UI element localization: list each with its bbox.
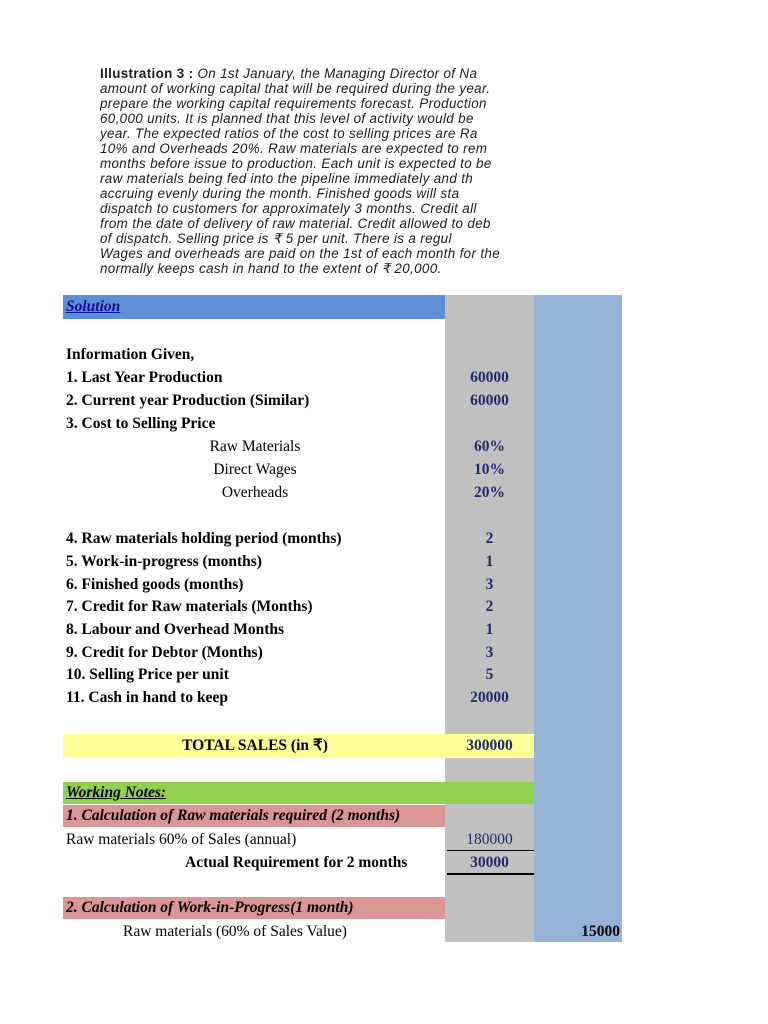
illustration-line: dispatch to customers for approximately 3 months. Credit all [100,201,477,216]
period-label: 10. Selling Price per unit [66,666,229,683]
value-column-blue [534,295,622,942]
illustration-line: of dispatch. Selling price is ₹ 5 per unit. There is a regul [100,231,452,246]
illustration-text [100,66,686,286]
period-label: 9. Credit for Debtor (Months) [66,644,263,661]
period-value: 3 [485,576,494,593]
note1-actual-label: Actual Requirement for 2 months [185,854,408,871]
period-label: 4. Raw materials holding period (months) [66,530,342,547]
note2-heading: 2. Calculation of Work-in-Progress(1 month) [66,899,354,916]
row-label: 2. Current year Production (Similar) [66,392,310,409]
note1-heading: 1. Calculation of Raw materials required (2 months) [66,807,401,824]
total-sales-label: TOTAL SALES (in ₹) [182,737,328,754]
illustration-line: raw materials being fed into the pipeline immediately and th [100,171,474,186]
double-underline [447,873,534,875]
note1-actual-value: 30000 [470,854,509,871]
cost-label: Raw Materials [209,438,301,455]
illustration-line: months before issue to production. Each unit is expected to be [100,156,492,171]
cost-label: Direct Wages [213,461,297,478]
illustration-line: year. The expected ratios of the cost to selling prices are Ra [100,126,478,141]
cost-value: 10% [474,461,505,478]
period-label: 8. Labour and Overhead Months [66,621,285,638]
row-value: 60000 [470,369,509,386]
period-label: 7. Credit for Raw materials (Months) [66,598,313,615]
cost-label: Overheads [221,484,289,501]
period-value: 2 [485,598,494,615]
solution-header-bar [63,295,445,319]
illustration-line: 10% and Overheads 20%. Raw materials are expected to rem [100,141,488,156]
illustration-line: Illustration 3 : On 1st January, the Managing Director of Na [100,66,478,81]
underline [447,850,534,851]
note2-line-label: Raw materials (60% of Sales Value) [123,923,347,940]
working-notes-label: Working Notes: [66,784,167,801]
period-label: 6. Finished goods (months) [66,576,244,593]
cost-value: 20% [474,484,505,501]
note2-line-value: 15000 [581,923,620,940]
illustration-line: accruing evenly during the month. Finished goods will sta [100,186,460,201]
note1-line-value: 180000 [466,831,513,848]
period-value: 5 [485,666,494,683]
illustration-line: from the date of delivery of raw material. Credit allowed to deb [100,216,491,231]
info-heading: Information Given, [66,346,195,363]
illustration-line: prepare the working capital requirements forecast. Production [100,96,487,111]
solution-label: Solution [66,298,121,315]
period-label: 11. Cash in hand to keep [66,689,228,706]
note1-line-label: Raw materials 60% of Sales (annual) [66,831,297,848]
cost-value: 60% [474,438,505,455]
period-value: 20000 [470,689,509,706]
row-label: 3. Cost to Selling Price [66,415,216,432]
period-value: 3 [485,644,494,661]
illustration-line: normally keeps cash in hand to the extent of ₹ 20,000. [100,261,442,276]
row-label: 1. Last Year Production [66,369,223,386]
period-value: 2 [485,530,494,547]
period-label: 5. Work-in-progress (months) [66,553,262,570]
illustration-line: 60,000 units. It is planned that this level of activity would be [100,111,474,126]
period-value: 1 [485,553,494,570]
illustration-line: Wages and overheads are paid on the 1st of each month for the [100,246,501,261]
row-value: 60000 [470,392,509,409]
total-sales-value: 300000 [466,737,513,754]
period-value: 1 [485,621,494,638]
illustration-line: amount of working capital that will be required during the year. [100,81,491,96]
